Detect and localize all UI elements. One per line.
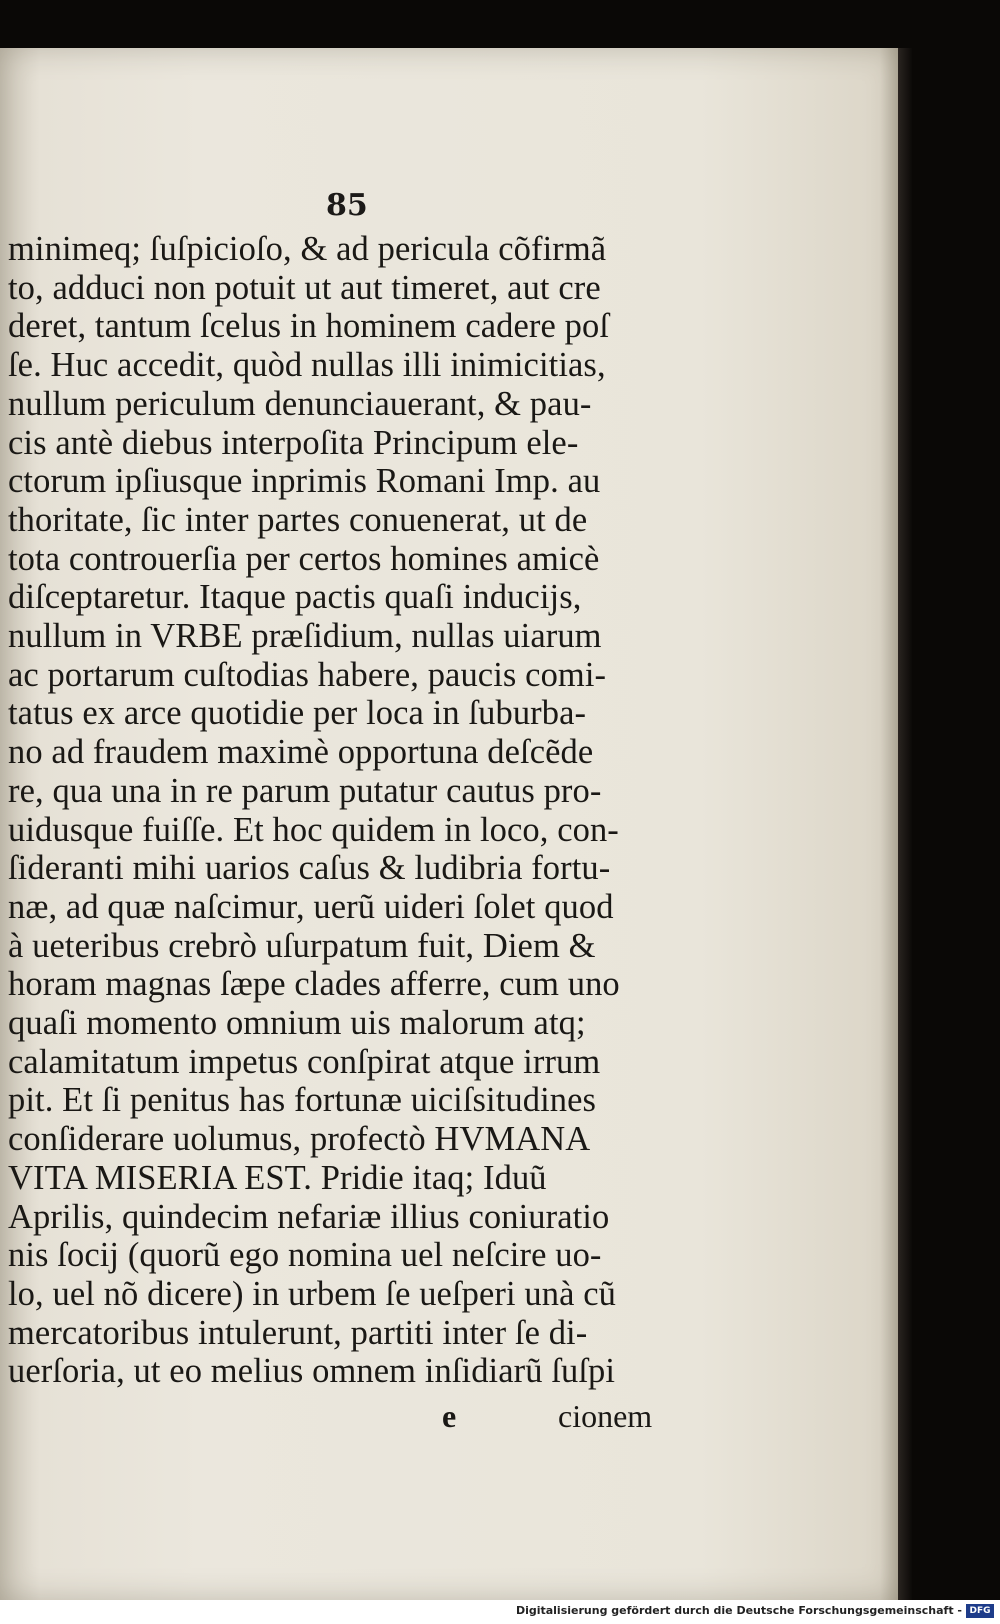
text-line: minimeq; ſuſpicioſo, & ad pericula cõfirmã: [8, 230, 607, 268]
text-line: uerſoria, ut eo melius omnem inſidiarũ ſuſpi: [8, 1352, 616, 1391]
text-line: næ, ad quæ naſcimur, uerũ uideri ſolet quod: [8, 887, 614, 926]
text-line: diſceptaretur. Itaque pactis quaſi inducijs,: [8, 578, 582, 617]
text-line: pit. Et ſi penitus has fortunæ uiciſsitudines: [8, 1081, 597, 1120]
text-line: tota controuerſia per certos homines amicè: [8, 539, 600, 578]
text-line: quaſi momento omnium uis malorum atq;: [8, 1004, 586, 1043]
text-line: tatus ex arce quotidie per loca in ſuburba-: [8, 694, 587, 733]
text-line: to, adduci non potuit ut aut timeret, aut cre: [8, 268, 601, 307]
text-line: mercatoribus intulerunt, partiti inter ſe di-: [8, 1313, 588, 1352]
page-number: 85: [326, 188, 368, 223]
catchword: cionem: [558, 1398, 653, 1434]
text-line: nis ſocij (quorũ ego nomina uel neſcire uo-: [8, 1236, 602, 1275]
text-line: lo, uel nõ dicere) in urbem ſe ueſperi unà cũ: [8, 1274, 617, 1313]
catch-line: [0, 1398, 898, 1438]
text-line: Aprilis, quindecim nefariæ illius coniuratio: [8, 1197, 610, 1236]
book-page: [0, 48, 898, 1600]
text-line: nullum in VRBE præſidium, nullas uiarum: [8, 617, 602, 656]
text-line: VITA MISERIA EST. Pridie itaq; Iduũ: [8, 1158, 547, 1197]
text-line: calamitatum impetus conſpirat atque irrum: [8, 1042, 601, 1081]
text-line: thoritate, ſic inter partes conuenerat, ut de: [8, 500, 588, 539]
text-line: nullum periculum denunciauerant, & pau-: [8, 384, 592, 423]
text-line: ſideranti mihi uarios caſus & ludibria fortu-: [8, 849, 611, 888]
text-line: ſe. Huc accedit, quòd nullas illi inimicitias,: [8, 346, 606, 385]
text-line: uidusque fuiſſe. Et hoc quidem in loco, con-: [8, 810, 619, 849]
dfg-logo: DFG: [966, 1604, 994, 1618]
text-line: horam magnas ſæpe clades afferre, cum uno: [8, 965, 620, 1004]
footer-bar: [0, 1600, 1000, 1624]
text-line: deret, tantum ſcelus in hominem cadere poſ: [8, 307, 610, 346]
text-line: à ueteribus crebrò uſurpatum fuit, Diem &: [8, 926, 596, 965]
signature-mark: e: [442, 1398, 457, 1434]
text-line: ac portarum cuſtodias habere, paucis comi-: [8, 655, 607, 694]
text-line: no ad fraudem maximè opportuna deſcẽde: [8, 733, 594, 772]
text-line: re, qua una in re parum putatur cautus pro-: [8, 771, 602, 810]
funding-credit: Digitalisierung gefördert durch die Deutsche Forschungsgemeinschaft -: [515, 1604, 962, 1617]
text-line: cis antè diebus interpoſita Principum ele-: [8, 423, 579, 462]
page-edge: [898, 48, 912, 1600]
body-text: [8, 230, 678, 1391]
text-line: ctorum ipſiusque inprimis Romani Imp. au: [8, 462, 601, 501]
text-line: conſiderare uolumus, profectò HVMANA: [8, 1120, 591, 1159]
